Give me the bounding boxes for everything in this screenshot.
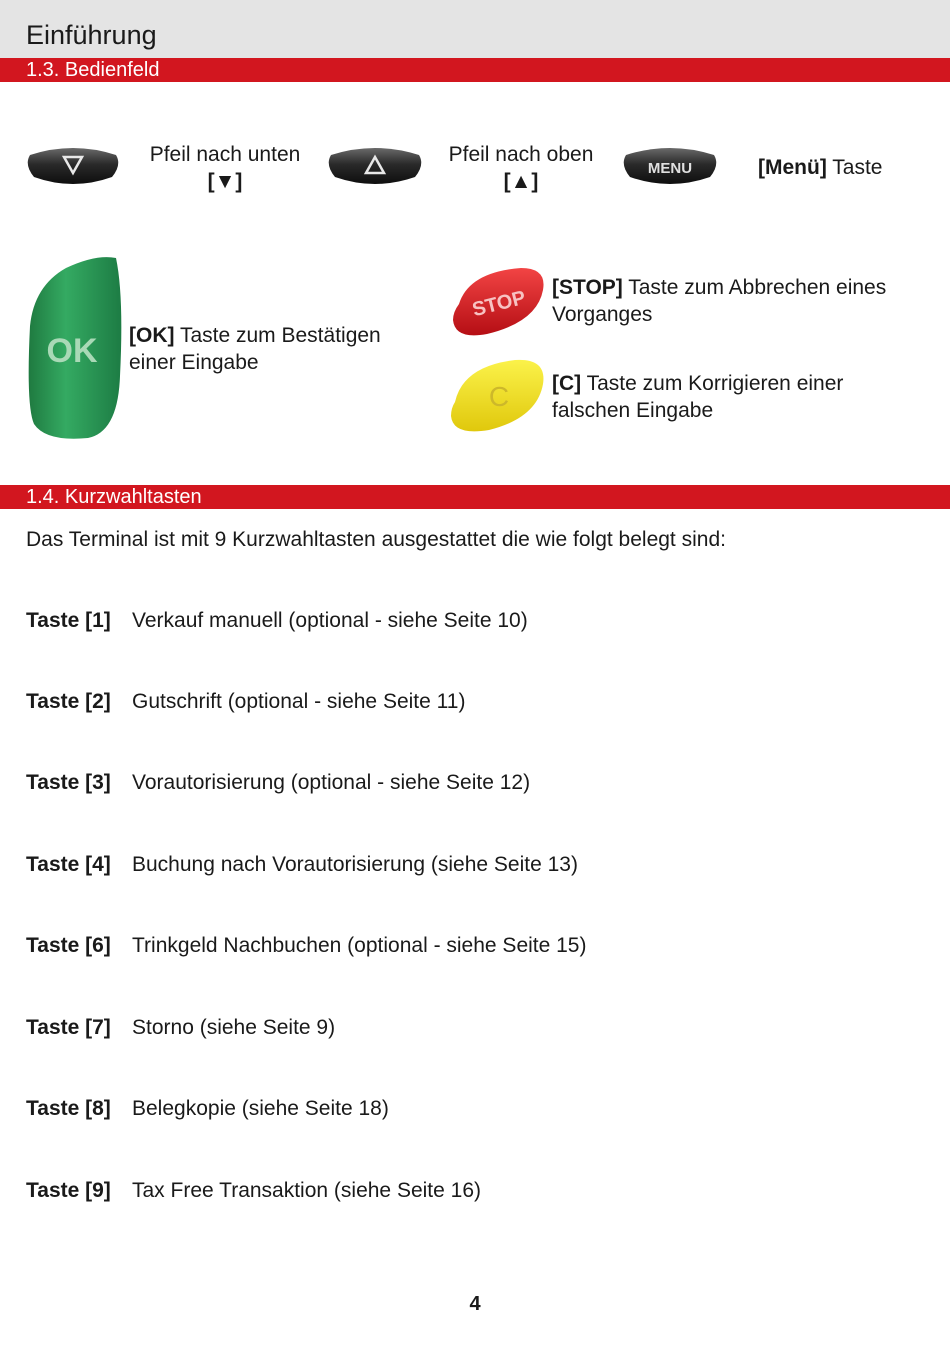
shortcut-desc: Vorautorisierung (optional - siehe Seite 12) xyxy=(132,771,531,794)
shortcut-key: Taste [8] xyxy=(26,1097,111,1120)
shortcut-desc: Gutschrift (optional - siehe Seite 11) xyxy=(132,690,466,713)
c-key-icon xyxy=(449,356,547,434)
shortcut-key: Taste [9] xyxy=(26,1179,111,1202)
shortcut-desc: Trinkgeld Nachbuchen (optional - siehe Seite 15) xyxy=(132,934,587,957)
shortcut-key: Taste [6] xyxy=(26,934,111,957)
shortcut-desc: Belegkopie (siehe Seite 18) xyxy=(132,1097,389,1120)
chapter-header xyxy=(0,0,950,58)
svg-text:OK: OK xyxy=(46,332,98,370)
arrow-up-label: Pfeil nach oben [▲] xyxy=(448,143,594,193)
arrow-down-key-icon xyxy=(26,145,120,187)
stop-key-label: [STOP] Taste zum Abbrechen eines Vorganges xyxy=(552,276,887,326)
chapter-title: Einführung xyxy=(26,20,157,50)
shortcut-desc: Storno (siehe Seite 9) xyxy=(132,1016,336,1039)
shortcut-key: Taste [1] xyxy=(26,609,111,632)
shortcut-desc: Tax Free Transaktion (siehe Seite 16) xyxy=(132,1179,482,1202)
menu-key-icon xyxy=(622,145,718,187)
page-number: 4 xyxy=(469,1293,481,1315)
shortcut-key: Taste [3] xyxy=(26,771,111,794)
shortcut-key: Taste [4] xyxy=(26,853,111,876)
section-header-1-4 xyxy=(0,485,950,509)
ok-key-icon xyxy=(26,256,124,440)
svg-text:STOP: STOP xyxy=(470,286,528,322)
stop-key-icon xyxy=(451,264,547,338)
section-header-1-3 xyxy=(0,58,950,82)
svg-text:MENU: MENU xyxy=(647,160,693,177)
ok-key-label: [OK] Taste zum Bestätigen einer Eingabe xyxy=(129,324,381,374)
intro-text: Das Terminal ist mit 9 Kurzwahltasten ausgestattet die wie folgt belegt sind: xyxy=(26,528,726,551)
svg-text:C: C xyxy=(488,381,510,412)
menu-key-label: [Menü] Taste xyxy=(758,156,883,179)
shortcut-key: Taste [2] xyxy=(26,690,111,713)
shortcut-desc: Verkauf manuell (optional - siehe Seite 10) xyxy=(132,609,528,632)
shortcut-key: Taste [7] xyxy=(26,1016,111,1039)
c-key-label: [C] Taste zum Korrigieren einer falschen Eingabe xyxy=(552,372,844,422)
arrow-down-label: Pfeil nach unten [▼] xyxy=(149,143,301,193)
section-title: 1.3. Bedienfeld xyxy=(26,59,160,81)
shortcut-desc: Buchung nach Vorautorisierung (siehe Seite 13) xyxy=(132,853,578,876)
arrow-up-key-icon xyxy=(327,145,423,187)
section-title: 1.4. Kurzwahltasten xyxy=(26,486,202,508)
